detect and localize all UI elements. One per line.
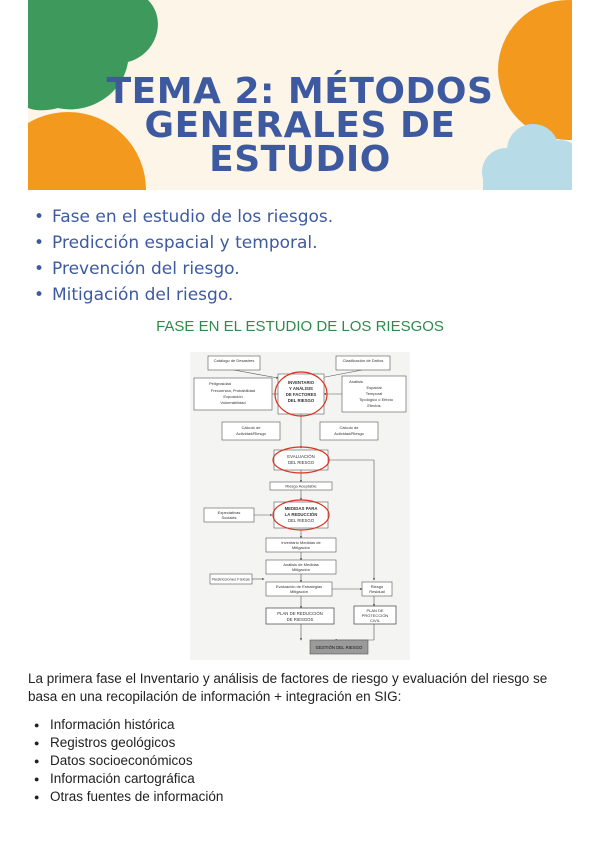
diagram-label: INVENTARIO: [287, 380, 315, 385]
bullet-icon: •: [34, 285, 45, 305]
diagram-label: PROTECCIÓN: [361, 613, 389, 618]
bullet-icon: •: [34, 233, 45, 253]
bullet-icon: ●: [34, 774, 40, 784]
diagram-label: Inventario Medidas de: [281, 540, 321, 545]
diagram-label: PLAN DE: [366, 608, 384, 613]
diagram-label: Actividad/Riesgo: [236, 431, 266, 436]
list-item: [34, 734, 223, 752]
diagram-label: CIVIL: [369, 618, 381, 623]
bullet-icon: •: [34, 259, 45, 279]
list-item: [34, 788, 223, 806]
diagram-label: Evaluación de Estrategias: [275, 584, 323, 589]
header-banner: [28, 0, 572, 190]
diagram-label: Cálculo de: [339, 425, 359, 430]
diagram-label: LA REDUCCIÓN: [284, 512, 318, 517]
list-item: [34, 770, 223, 788]
list-item: [34, 716, 223, 734]
diagram-label: Clasificación de Daños: [342, 358, 384, 363]
diagram-label: Riesgo: [370, 584, 384, 589]
diagram-label: Vulnerabilidad: [220, 400, 246, 405]
diagram-label: Mitigación: [289, 589, 309, 594]
topic-text: Predicción espacial y temporal.: [52, 233, 318, 253]
diagram-label: GESTIÓN DEL RIESGO: [315, 645, 363, 650]
diagram-label: PLAN DE REDUCCIÓN: [277, 611, 323, 616]
topic-text: Mitigación del riesgo.: [52, 285, 234, 305]
topic-item: [34, 204, 333, 230]
diagram-label: DE FACTORES: [285, 392, 317, 397]
intro-paragraph: La primera fase el Inventario y análisis de factores de riesgo y evaluación del riesgo se basa en una recopilación de información + integración en SIG:: [28, 671, 548, 704]
diagram-label: Riesgo Aceptable: [285, 483, 317, 489]
bullet-icon: ●: [34, 756, 40, 766]
diagram-label: Residual: [369, 589, 385, 594]
list-item-text: Información cartográfica: [50, 771, 195, 786]
diagram-label: DEL RIESGO: [287, 398, 315, 403]
diagram-label: Análisis de Medidas: [283, 562, 319, 567]
diagram-label: DEL RIESGO: [287, 460, 315, 465]
list-item-text: Datos socioeconómicos: [50, 753, 193, 768]
diagram-label: Expectativas: [217, 510, 241, 515]
diagram-label: Efectos: [367, 403, 381, 408]
bullet-icon: ●: [34, 738, 40, 748]
diagram-label: Espacial: [366, 385, 382, 390]
list-item: [34, 752, 223, 770]
bullet-icon: ●: [34, 720, 40, 730]
diagram-label: Mitigación: [291, 545, 311, 550]
bullet-icon: ●: [34, 792, 40, 802]
title-line: GENERALES DE: [144, 105, 456, 146]
topic-text: Fase en el estudio de los riesgos.: [52, 207, 334, 227]
diagram-label: Análisis: [349, 379, 363, 384]
topics-list: [34, 204, 333, 308]
page-title: [28, 71, 572, 180]
diagram-label: Frecuencia, Probabilidad: [210, 388, 256, 393]
section-title: FASE EN EL ESTUDIO DE LOS RIESGOS: [156, 318, 444, 335]
title-line: ESTUDIO: [209, 139, 391, 180]
diagram-label: MEDIDAS PARA: [284, 506, 318, 511]
title-line: TEMA 2: MÉTODOS: [106, 71, 494, 112]
diagram-label: Y ANÁLISIS: [289, 386, 313, 391]
diagram-label: DEL RIESGO: [287, 518, 315, 523]
list-item-text: Registros geológicos: [50, 735, 176, 750]
list-item-text: Otras fuentes de información: [50, 789, 224, 804]
diagram-label: EVALUACIÓN: [287, 454, 315, 459]
bullet-icon: •: [34, 207, 45, 227]
diagram-label: DE RIESGOS: [286, 617, 314, 622]
diagram-label: Exposición: [223, 394, 243, 399]
diagram-label: Peligrosidad: [208, 381, 232, 386]
topic-item: [34, 230, 333, 256]
topic-item: [34, 256, 333, 282]
diagram-label: Cálculo de: [241, 425, 261, 430]
diagram-label: Catálogo de Desastres: [213, 358, 255, 363]
diagram-label: Sociales: [221, 515, 237, 520]
risk-flow-diagram: [190, 352, 410, 660]
topic-text: Prevención del riesgo.: [52, 259, 240, 279]
diagram-label: Temporal: [365, 391, 383, 396]
diagram-label: Tipológico o Efecto: [359, 397, 393, 402]
diagram-label: Restricciones Físicas: [212, 576, 250, 582]
sources-list: [34, 716, 223, 806]
topic-item: [34, 282, 333, 308]
list-item-text: Información histórica: [50, 717, 175, 732]
diagram-label: Actividad/Riesgo: [334, 431, 364, 436]
diagram-label: Mitigación: [291, 567, 311, 572]
